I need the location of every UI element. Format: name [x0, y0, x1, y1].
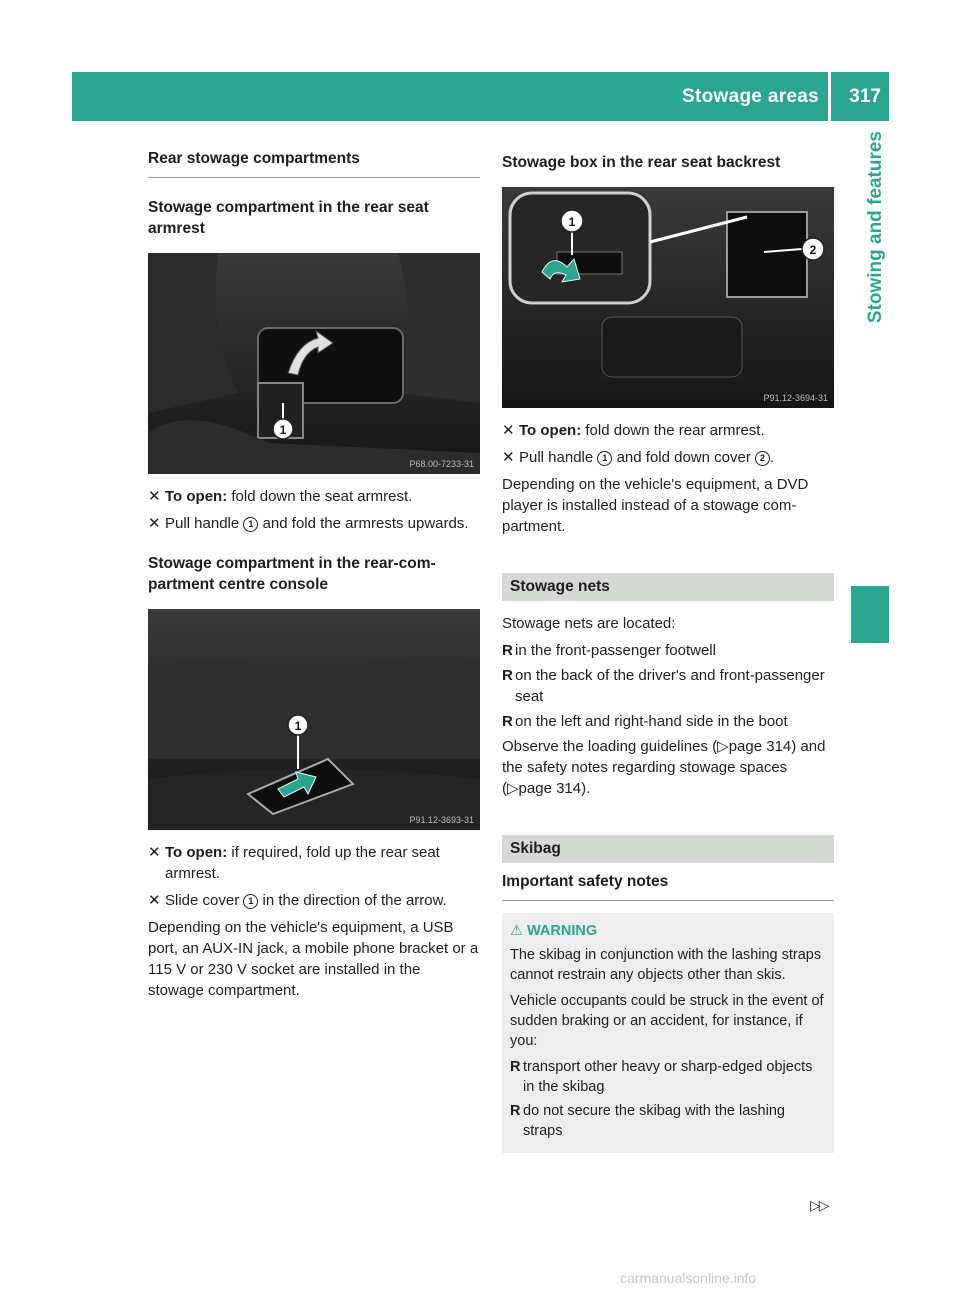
backrest-heading: Stowage box in the rear seat backrest — [502, 154, 781, 171]
nets-heading: Stowage nets — [502, 573, 834, 601]
page-ref-link[interactable]: page 314 — [728, 738, 792, 755]
armrest-step-2: ✕ Pull handle 1 and fold the armrests upwards. — [148, 515, 469, 532]
continue-arrows-icon: ▷▷ — [810, 1197, 828, 1213]
warning-box — [502, 913, 834, 1153]
right-column — [502, 150, 834, 1153]
armrest-photo — [148, 253, 480, 474]
list-item: R in the front-passenger footwell — [502, 642, 716, 659]
nets-intro: Stowage nets are located: — [502, 615, 676, 632]
skibag-heading: Skibag — [502, 835, 834, 863]
list-item: R transport other heavy or sharp-edged objects in the skibag — [510, 1059, 813, 1095]
list-item: R do not secure the skibag with the lashing straps — [510, 1103, 785, 1139]
armrest-image-code: P68.00-7233-31 — [409, 459, 474, 469]
page-number: 317 — [849, 86, 881, 107]
list-item: R on the back of the driver's and front-passenger seat — [502, 667, 825, 705]
page-ref-icon: ▷ — [717, 738, 729, 755]
list-item: R on the left and right-hand side in the boot — [502, 713, 788, 730]
backrest-image-code: P91.12-3694-31 — [763, 393, 828, 403]
console-step-2: ✕ Slide cover 1 in the direction of the arrow. — [148, 892, 447, 909]
left-column — [148, 150, 480, 1001]
side-tab-label: Stowing and features — [865, 131, 886, 324]
svg-text:1: 1 — [568, 215, 576, 229]
callout-1-icon: 1 — [243, 894, 258, 909]
console-photo — [148, 609, 480, 830]
nets-reference: Observe the loading guidelines (▷page 314) and the safety notes regarding stowage spaces (▷page 314). — [502, 738, 826, 797]
warning-text-1: The skibag in conjunction with the lashing straps cannot restrain any objects other than skis. — [510, 947, 822, 983]
watermark: carmanualsonline.info — [620, 1270, 757, 1286]
svg-text:2: 2 — [809, 243, 817, 257]
side-tab-marker — [851, 586, 889, 643]
console-image-code: P91.12-3693-31 — [409, 815, 474, 825]
backrest-step-1: ✕ To open: fold down the rear armrest. — [502, 422, 765, 439]
backrest-photo — [502, 187, 834, 408]
warning-text-2: Vehicle occupants could be struck in the event of sudden braking or an accident, for instance, if you: — [510, 993, 824, 1049]
header-divider — [828, 72, 831, 121]
console-note: Depending on the vehicle's equipment, a USB port, an AUX-IN jack, a mobile phone bracket or a 115 V or 230 V socket are installed in the stowage compartment. — [148, 919, 479, 999]
skibag-subheading: Important safety notes — [502, 873, 834, 901]
svg-text:1: 1 — [294, 719, 302, 733]
header-title: Stowage areas — [682, 86, 819, 107]
armrest-step-1: ✕ To open: fold down the seat armrest. — [148, 488, 413, 505]
header-bar — [72, 72, 889, 121]
page-ref-icon: ▷ — [507, 780, 519, 797]
callout-1-icon: 1 — [597, 451, 612, 466]
console-step-1: ✕ To open: if required, fold up the rear seat armrest. — [148, 844, 440, 882]
backrest-step-2: ✕ Pull handle 1 and fold down cover 2 . — [502, 449, 775, 466]
callout-1-icon: 1 — [243, 517, 258, 532]
armrest-heading: Stowage compartment in the rear seat armrest — [148, 199, 429, 237]
backrest-note: Depending on the vehicle's equipment, a DVD player is installed instead of a stowage com-partment. — [502, 476, 809, 535]
section-title: Rear stowage compartments — [148, 150, 480, 178]
callout-2-icon: 2 — [755, 451, 770, 466]
page-ref-link[interactable]: page 314 — [518, 780, 582, 797]
warning-title: ⚠ WARNING — [510, 923, 598, 939]
console-heading: Stowage compartment in the rear-com-partment centre console — [148, 555, 436, 593]
warning-icon: ⚠ — [510, 923, 523, 939]
svg-text:1: 1 — [279, 423, 287, 437]
